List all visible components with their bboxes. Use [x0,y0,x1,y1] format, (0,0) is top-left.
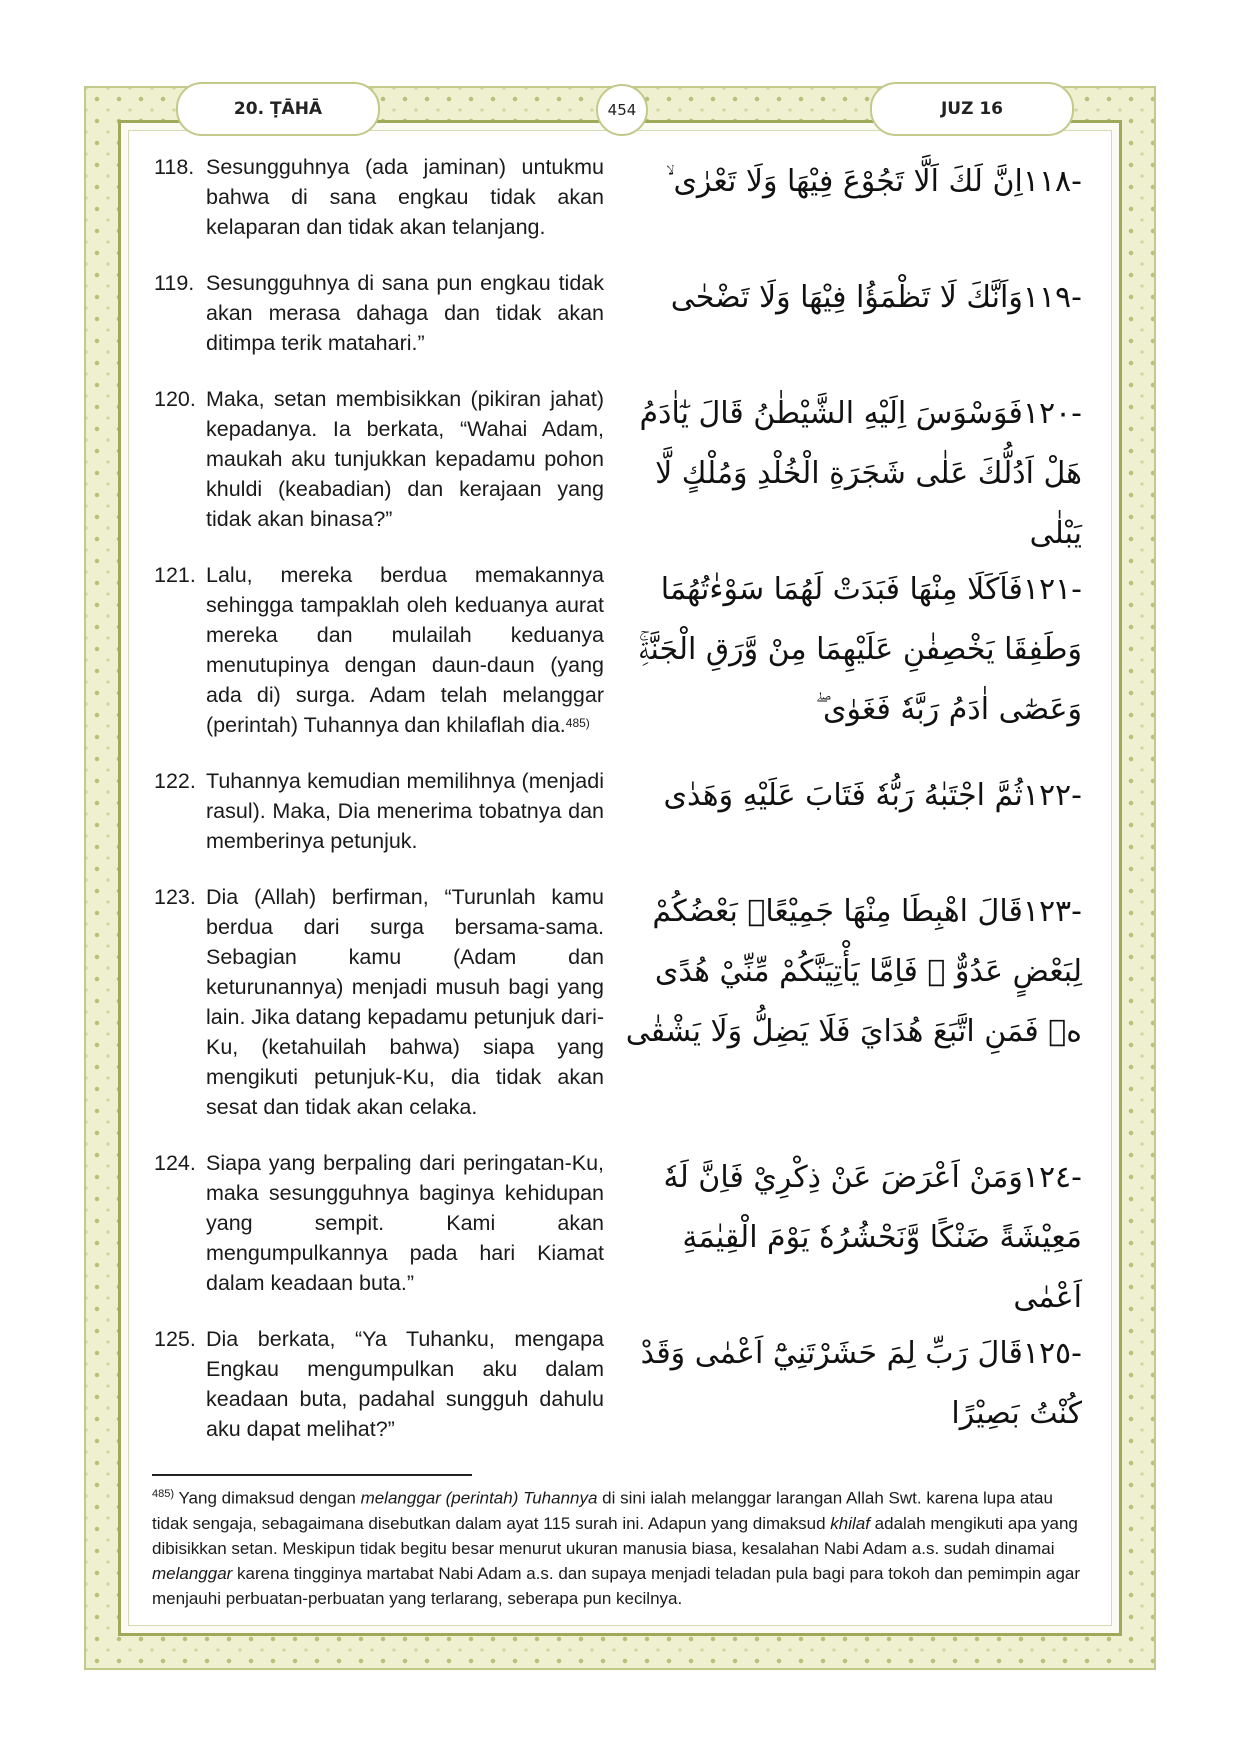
verse-number: 122. [154,769,196,793]
arabic-text: -١٢٣قَالَ اهْبِطَا مِنْهَا جَمِيْعًاۢ بَعْضُكُمْ لِبَعْضٍ عَدُوٌّ ۚ فَاِمَّا يَأْتِيَنَّكُمْ مِّنِّيْ هُدًى ەۙ فَمَنِ اتَّبَعَ هُدَايَ فَلَا يَضِلُّ وَلَا يَشْقٰى [625,894,1082,1049]
verse-number: 123. [154,885,196,909]
verse-text: Dia (Allah) berfirman, “Turunlah kamu berdua dari surga bersama-sama. Sebagian kamu (Adam dan keturunannya) menjadi musuh bagi yang lain. Jika datang kepadamu petunjuk dari-Ku, (ketahuilah bahwa) siapa yang mengikuti petunjuk-Ku, dia tidak akan sesat dan tidak akan celaka. [206,885,605,1119]
page-number: 454 [596,84,648,136]
verse-number: 118. [154,155,195,179]
translation [154,766,604,856]
verse-number: 120. [154,387,196,411]
translation [154,268,604,358]
translation [154,1324,604,1444]
verse-text: Siapa yang berpaling dari peringatan-Ku, maka sesungguhnya baginya kehidupan yang sempit. Kami akan mengumpulkannya pada hari Kiamat dalam keadaan buta.” [206,1151,604,1295]
surah-title: 20. ṬĀHĀ [176,82,380,136]
verse-number: 119. [154,271,195,295]
translation [154,560,604,740]
verse-number: 121. [154,563,196,587]
verse-text: Tuhannya kemudian memilihnya (menjadi rasul). Maka, Dia menerima tobatnya dan memberinya petunjuk. [206,769,604,853]
arabic-text: -١٢٤وَمَنْ اَعْرَضَ عَنْ ذِكْرِيْ فَاِنَّ لَهٗ مَعِيْشَةً ضَنْكًا وَّنَحْشُرُهٗ يَوْمَ الْقِيٰمَةِ اَعْمٰى [663,1160,1082,1315]
arabic-text: -١٢٠فَوَسْوَسَ اِلَيْهِ الشَّيْطٰنُ قَالَ يٰٓاٰدَمُ هَلْ اَدُلُّكَ عَلٰى شَجَرَةِ الْخُلْدِ وَمُلْكٍ لَّا يَبْلٰى [639,396,1082,551]
verse-text: Sesungguhnya (ada jaminan) untukmu bahwa di sana engkau tidak akan kelaparan dan tidak akan telanjang. [206,155,604,239]
footnote: $^{485)}$ Yang dimaksud dengan melanggar (perintah) Tuhannya di sini ialah melanggar larangan Allah Swt. karena lupa atau tidak sengaja, sebagaimana disebutkan dalam ayat 115 surah ini. Adapun yang dimaksud khilaf adalah mengikuti apa yang dibisikkan setan. Meskipun tidak begitu besar menurut ukuran manusia biasa, kesalahan Nabi Adam a.s. sudah dinamai melanggar karena tingginya martabat Nabi Adam a.s. dan supaya menjadi teladan pula bagi para tokoh dan pemimpin agar menjauhi perbuatan-perbuatan yang terlarang, seberapa pun kecilnya. [152,1488,1081,1608]
arabic-text: -١٢٥قَالَ رَبِّ لِمَ حَشَرْتَنِيْٓ اَعْمٰى وَقَدْ كُنْتُ بَصِيْرًا [640,1336,1082,1431]
translation [154,384,604,534]
verse-text: Maka, setan membisikkan (pikiran jahat) kepadanya. Ia berkata, “Wahai Adam, maukah aku tunjukkan kepadamu pohon khuldi (keabadian) dan kerajaan yang tidak akan binasa?” [206,387,604,531]
verse-text: Sesungguhnya di sana pun engkau tidak akan merasa dahaga dan tidak akan ditimpa terik matahari.” [206,271,604,355]
arabic-text: -١١٨اِنَّ لَكَ اَلَّا تَجُوْعَ فِيْهَا وَلَا تَعْرٰى ۙ [665,164,1082,199]
arabic-text: -١١٩وَاَنَّكَ لَا تَظْمَؤُا فِيْهَا وَلَا تَضْحٰى [670,280,1082,315]
juz-label: JUZ 16 [870,82,1074,136]
verse-text: Lalu, mereka berdua memakannya sehingga tampaklah oleh keduanya aurat mereka dan mulailah keduanya menutupinya dengan daun-daun (yang ada di) surga. Adam telah melanggar (perintah) Tuhannya dan khilaflah dia.$^{485)}$ [206,563,604,737]
translation [154,152,604,242]
footnote-divider [152,1474,472,1476]
verse-number: 125. [154,1327,196,1351]
verse-number: 124. [154,1151,196,1175]
arabic-text: -١٢١فَاَكَلَا مِنْهَا فَبَدَتْ لَهُمَا سَوْءٰتُهُمَا وَطَفِقَا يَخْصِفٰنِ عَلَيْهِمَا مِنْ وَّرَقِ الْجَنَّةِۚ وَعَصٰٓى اٰدَمُ رَبَّهٗ فَغَوٰى ۖ [638,572,1082,727]
translation [154,1148,604,1298]
footnote-ref[interactable]: 485) [565,716,590,730]
footnote-number: 485) [152,1488,175,1500]
arabic-text: -١٢٢ثُمَّ اجْتَبٰهُ رَبُّهٗ فَتَابَ عَلَيْهِ وَهَدٰى [663,778,1082,813]
translation [154,882,604,1122]
verse-text: Dia berkata, “Ya Tuhanku, mengapa Engkau mengumpulkan aku dalam keadaan buta, padahal sungguh dahulu aku dapat melihat?” [206,1327,604,1441]
